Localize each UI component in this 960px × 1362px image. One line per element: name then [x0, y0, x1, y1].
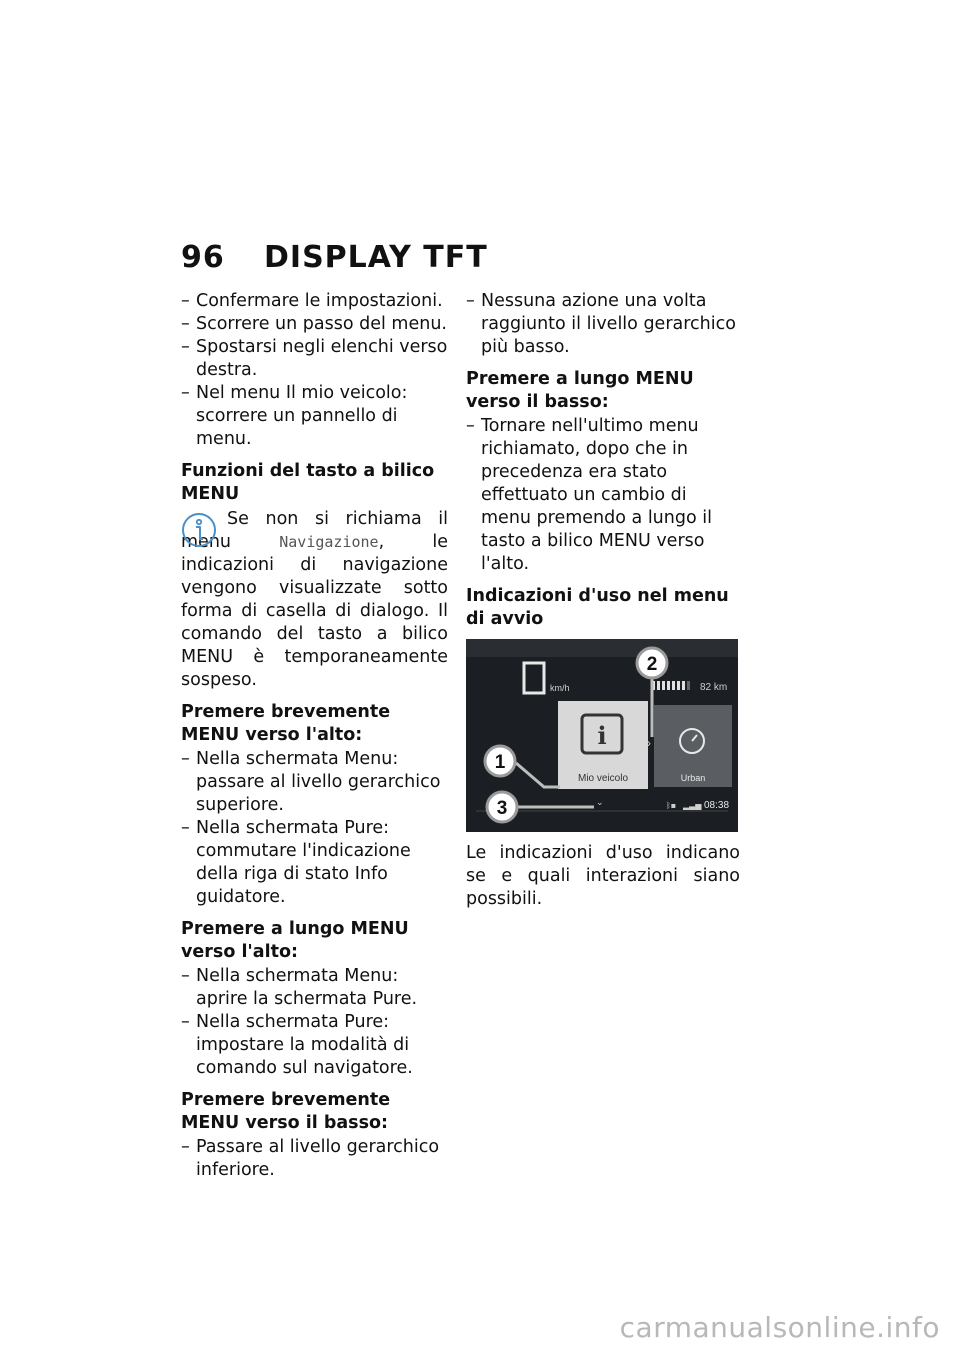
- list-item: – Nel menu Il mio veicolo: scorrere un pannello di menu.: [181, 383, 408, 449]
- figure-caption: Le indicazioni d'uso indicano se e quali interazioni siano possibili.: [466, 843, 740, 909]
- range-readout: 82 km: [700, 682, 728, 693]
- signal-icon: ▂▃▅: [683, 801, 702, 810]
- list-item: – Scorrere un passo del menu.: [181, 314, 447, 334]
- list-item: – Nella schermata Menu: passare al livello gerarchico superiore.: [181, 749, 441, 815]
- page-title: DISPLAY TFT: [264, 240, 488, 275]
- info-note: [181, 508, 448, 692]
- tft-screen-figure: [466, 639, 738, 832]
- list-item: – Nella schermata Pure: impostare la modalità di comando sul navigatore.: [181, 1012, 413, 1078]
- svg-text:2: 2: [646, 654, 658, 675]
- page-number: 96: [181, 240, 225, 275]
- svg-text:i: i: [597, 721, 607, 750]
- tft-screen-image: [466, 639, 738, 832]
- page-header: [181, 240, 781, 280]
- list-item: – Passare al livello gerarchico inferiore.: [181, 1137, 440, 1180]
- speed-unit: km/h: [550, 683, 570, 693]
- watermark: carmanualsonline.info: [619, 1311, 940, 1344]
- list-item: – Tornare nell'ultimo menu richiamato, dopo che in precedenza era stato effettuato un cambio di menu premendo a lungo il tasto a bilico MENU verso l'alto.: [466, 416, 712, 574]
- list-item: – Confermare le impostazioni.: [181, 291, 443, 311]
- chevron-down-icon: ⌄: [596, 797, 604, 807]
- screen-top-band: [466, 639, 738, 657]
- section-heading: Premere brevemente MENU verso il basso:: [181, 1090, 391, 1133]
- bluetooth-icon: ᛒ▪: [666, 801, 677, 810]
- tile-main-label: Mio veicolo: [577, 773, 629, 784]
- list-item: – Spostarsi negli elenchi verso destra.: [181, 337, 448, 380]
- info-icon: [181, 512, 217, 548]
- menu-name: Navigazione: [279, 533, 379, 551]
- right-column: [466, 290, 740, 918]
- list-item: – Nessuna azione una volta raggiunto il livello gerarchico più basso.: [466, 291, 736, 357]
- section-heading: Premere a lungo MENU verso il basso:: [466, 369, 694, 412]
- section-heading: Funzioni del tasto a bilico MENU: [181, 461, 435, 504]
- list-item: – Nella schermata Pure: commutare l'indicazione della riga di stato Info guidatore.: [181, 818, 411, 907]
- clock-readout: 08:38: [704, 800, 730, 811]
- list-item: – Nella schermata Menu: aprire la schermata Pure.: [181, 966, 418, 1009]
- tile-side-label: Urban: [680, 773, 706, 783]
- section-heading: Premere brevemente MENU verso l'alto:: [181, 702, 391, 745]
- chevron-right-icon: ›: [647, 736, 651, 750]
- section-heading: Premere a lungo MENU verso l'alto:: [181, 919, 409, 962]
- left-column: [181, 290, 448, 1182]
- svg-text:3: 3: [496, 798, 508, 819]
- section-heading: Indicazioni d'uso nel menu di avvio: [466, 586, 729, 629]
- note-text: Se non si richiama il menu Navigazione, le indicazioni di navigazione vengono visualizzate sotto forma di casella di dialogo. Il comando del tasto a bilico MENU è temporaneamente sospeso.: [181, 509, 448, 690]
- svg-text:1: 1: [494, 752, 506, 773]
